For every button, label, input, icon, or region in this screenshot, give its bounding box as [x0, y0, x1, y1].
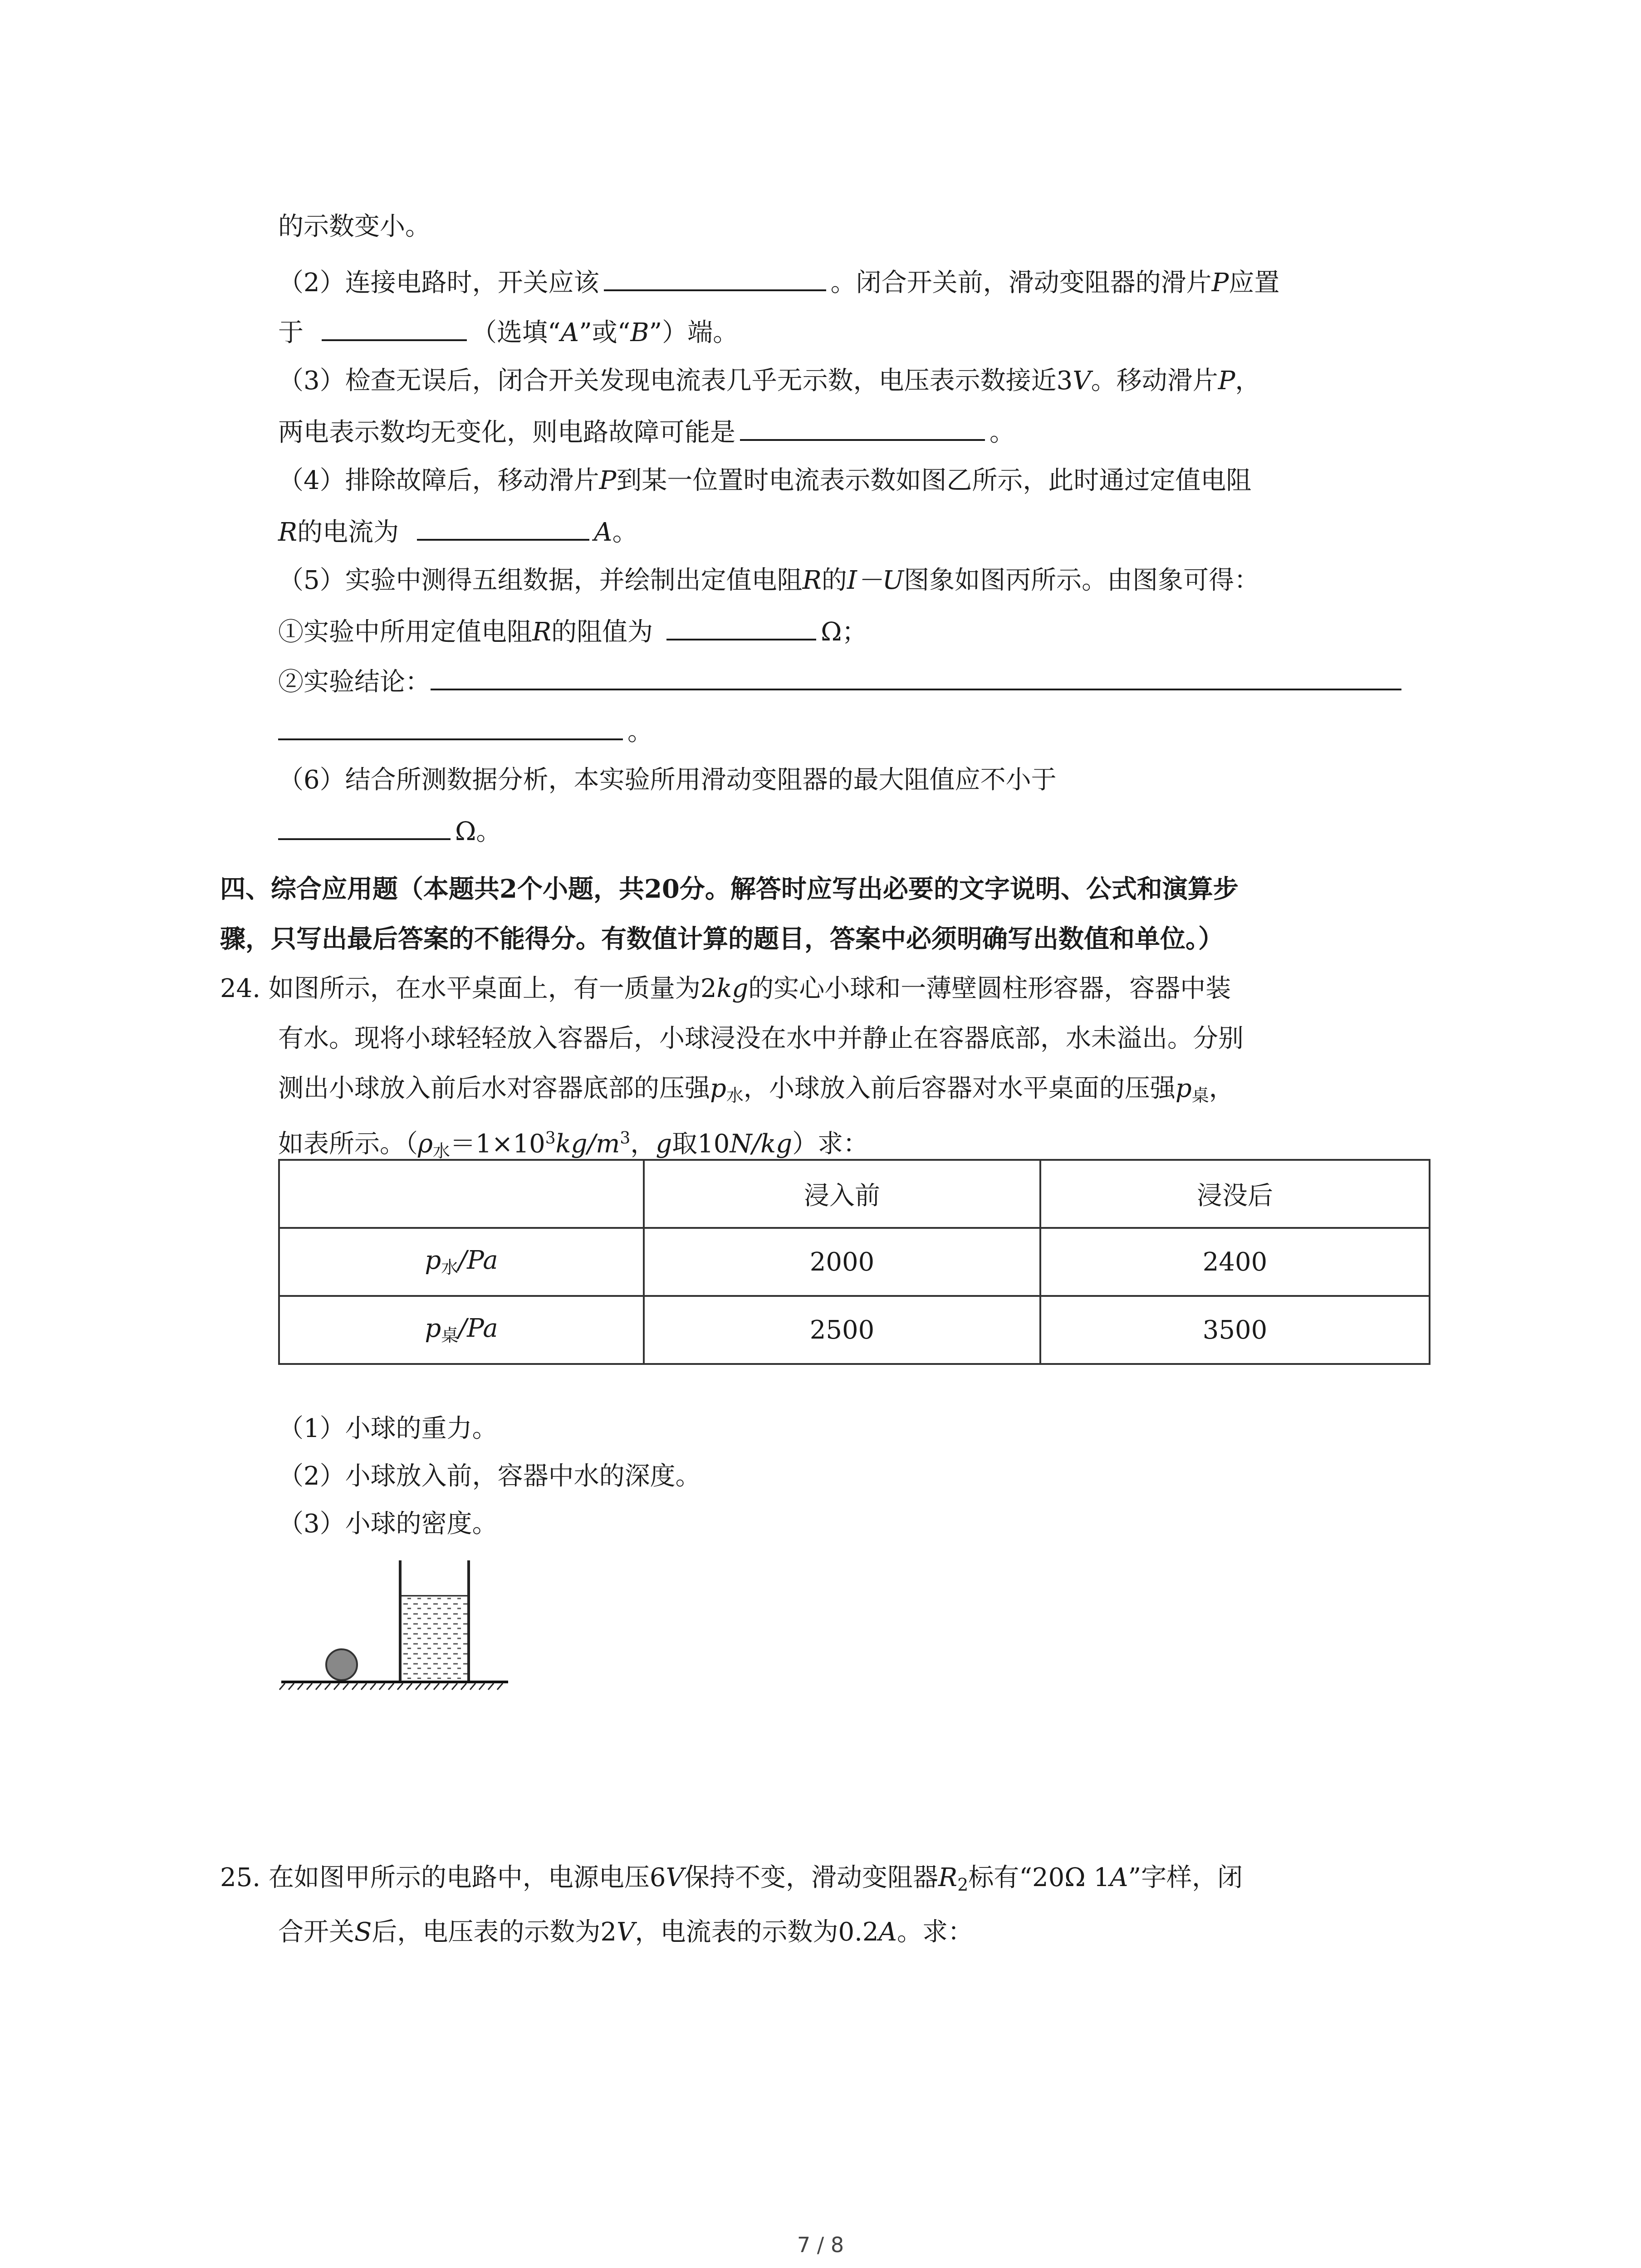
q23-part4-line1: （4）排除故障后，移动滑片P到某一位置时电流表示数如图乙所示，此时通过定值电阻 — [278, 466, 1252, 495]
q23-part6-line2: Ω。 — [278, 812, 501, 850]
q23-part3-line1: （3）检查无误后，闭合开关发现电流表几乎无示数，电压表示数接近3V。移动滑片P， — [278, 366, 1261, 396]
table-cell: 2000 — [644, 1228, 1040, 1296]
answer-blank[interactable] — [666, 612, 816, 640]
table-cell: 2500 — [644, 1296, 1040, 1364]
answer-blank[interactable] — [431, 662, 1401, 690]
answer-blank[interactable] — [740, 413, 985, 441]
q25-line2: 合开关S后，电压表的示数为2V，电流表的示数为0.2A。求： — [278, 1917, 973, 1947]
page-number: 7 / 8 — [797, 2233, 844, 2257]
water-body — [402, 1597, 467, 1680]
q24-line4: 如表所示。（$\rho_水=1\times 10^3kg/m^3$，g取10N/kg）求： — [278, 1129, 869, 1161]
ball-shape — [326, 1649, 357, 1680]
q23-part5-item2: ②实验结论： — [278, 662, 1406, 700]
q24-subquestion-3: （3）小球的密度。 — [278, 1509, 498, 1539]
q23-continuation: 的示数变小。 — [278, 212, 431, 241]
table-surface — [279, 1682, 508, 1690]
answer-blank[interactable] — [322, 313, 467, 341]
q25-line1: 25. 在如图甲所示的电路中，电源电压6V保持不变，滑动变阻器$R_2$标有“20Ω 1A”字样，闭 — [220, 1863, 1243, 1895]
q23-part2-line1: （2）连接电路时，开关应该 。闭合开关前，滑动变阻器的滑片P应置 — [278, 263, 1279, 301]
q23-part4-line2: R的电流为 A。 — [278, 513, 638, 551]
table-header-row — [279, 1160, 1430, 1228]
q23-part5-line1: （5）实验中测得五组数据，并绘制出定值电阻R的I－U图象如图丙所示。由图象可得： — [278, 566, 1260, 595]
pressure-table — [278, 1159, 1430, 1365]
q23-part2-line2: 于 （选填“A”或“B”）端。 — [278, 313, 738, 351]
q23-part6-line1: （6）结合所测数据分析，本实验所用滑动变阻器的最大阻值应不小于 — [278, 765, 1057, 795]
answer-blank[interactable] — [278, 712, 623, 740]
q24-subquestion-2: （2）小球放入前，容器中水的深度。 — [278, 1461, 701, 1491]
section4-heading-line1: 四、综合应用题（本题共2个小题，共20分。解答时应写出必要的文字说明、公式和演算步 — [220, 874, 1239, 904]
table-header-cell: 浸入前 — [644, 1160, 1040, 1228]
section4-heading-line2: 骤，只写出最后答案的不能得分。有数值计算的题目，答案中必须明确写出数值和单位。） — [220, 924, 1224, 954]
table-row-label: $p_桌/Pa$ — [279, 1296, 644, 1364]
q23-part3-line2: 两电表示数均无变化，则电路故障可能是 。 — [278, 413, 1015, 451]
answer-blank[interactable] — [604, 263, 826, 291]
q24-subquestion-1: （1）小球的重力。 — [278, 1414, 498, 1443]
table-cell: 3500 — [1040, 1296, 1430, 1364]
q24-line2: 有水。现将小球轻轻放入容器后，小球浸没在水中并静止在容器底部，水未溢出。分别 — [278, 1024, 1244, 1053]
ball-container-figure — [272, 1560, 526, 1706]
table-row — [279, 1228, 1430, 1296]
table-header-cell: 浸没后 — [1040, 1160, 1430, 1228]
table-header-cell — [279, 1160, 644, 1228]
q23-part5-item2-cont: 。 — [278, 712, 653, 750]
q23-part5-item1: ①实验中所用定值电阻R的阻值为 Ω； — [278, 612, 867, 650]
answer-blank[interactable] — [417, 513, 589, 541]
q24-line1: 24. 如图所示，在水平桌面上，有一质量为2kg的实心小球和一薄壁圆柱形容器，容器中装 — [220, 974, 1231, 1003]
table-row-label: $p_水/Pa$ — [279, 1228, 644, 1296]
table-cell: 2400 — [1040, 1228, 1430, 1296]
table-row — [279, 1296, 1430, 1364]
answer-blank[interactable] — [278, 812, 451, 840]
q24-line3: 测出小球放入前后水对容器底部的压强$p_水$，小球放入前后容器对水平桌面的压强$p_桌$， — [278, 1074, 1234, 1105]
